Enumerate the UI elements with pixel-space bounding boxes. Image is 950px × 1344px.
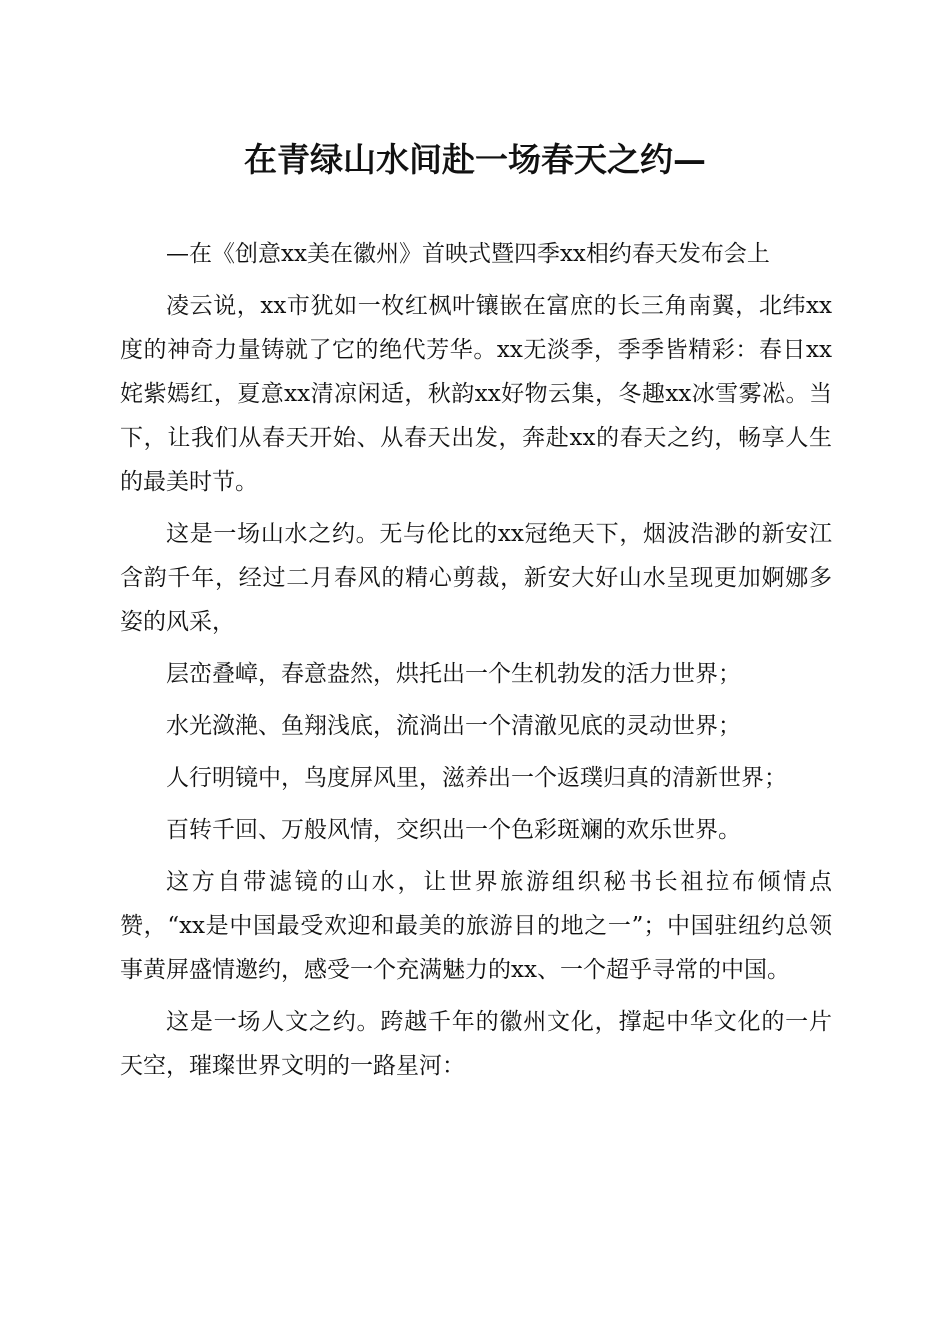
document-body (120, 232, 832, 1096)
paragraph-intro: 凌云说，xx市犹如一枚红枫叶镶嵌在富庶的长三角南翼，北纬xx度的神奇力量铸就了它的绝代芳华。xx无淡季，季季皆精彩：春日xx姹紫嫣红，夏意xx清凉闲适，秋韵xx好物云集，冬趣xx冰雪雾凇。当下，让我们从春天开始、从春天出发，奔赴xx的春天之约，畅享人生的最美时节。 (120, 293, 832, 495)
paragraph-line-joy: 百转千回、万般风情，交织出一个色彩斑斓的欢乐世界。 (166, 817, 741, 843)
paragraph-line-vitality: 层峦叠嶂，春意盎然，烘托出一个生机勃发的活力世界； (166, 661, 741, 687)
paragraph-praise: 这方自带滤镜的山水，让世界旅游组织秘书长祖拉布倾情点赞，“xx是中国最受欢迎和最美的旅游目的地之一”；中国驻纽约总领事黄屏盛情邀约，感受一个充满魅力的xx、一个超乎寻常的中国。 (120, 869, 832, 983)
paragraph-line-water: 水光潋滟、鱼翔浅底，流淌出一个清澈见底的灵动世界； (166, 713, 741, 739)
paragraph-culture: 这是一场人文之约。跨越千年的徽州文化，撑起中华文化的一片天空，璀璨世界文明的一路星河： (120, 1009, 832, 1079)
paragraph-landscape: 这是一场山水之约。无与伦比的xx冠绝天下，烟波浩渺的新安江含韵千年，经过二月春风的精心剪裁，新安大好山水呈现更加婀娜多姿的风采， (120, 521, 832, 635)
document-title: 在青绿山水间赴一场春天之约— (244, 140, 706, 179)
paragraph-subtitle: —在《创意xx美在徽州》首映式暨四季xx相约春天发布会上 (166, 241, 770, 267)
paragraph-line-fresh: 人行明镜中，鸟度屏风里，滋养出一个返璞归真的清新世界； (166, 765, 787, 791)
